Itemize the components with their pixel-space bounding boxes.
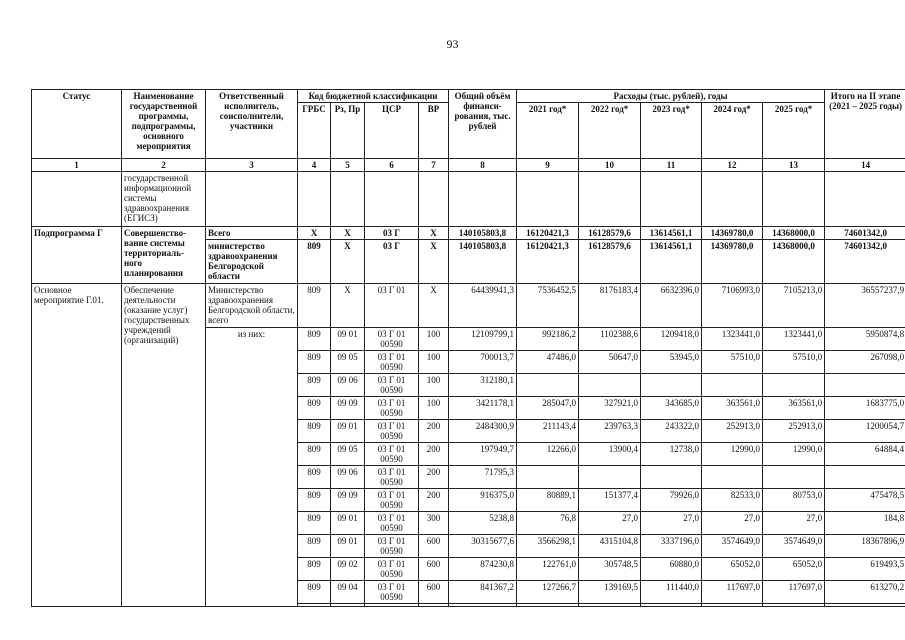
empty-cell — [32, 172, 122, 227]
y2024-cell: 65052,0 — [702, 558, 763, 581]
y2021-cell: 47486,0 — [517, 351, 579, 374]
y2021-cell: 7536452,5 — [517, 284, 579, 328]
vr-cell: 100 — [419, 351, 449, 374]
y2024-cell: 252913,0 — [702, 420, 763, 443]
y2025-cell: 14368000,0 — [763, 227, 825, 240]
vr-cell: 600 — [419, 558, 449, 581]
total-cell: 197949,7 — [449, 443, 517, 466]
itogo-cell: 36557237,9 — [825, 284, 905, 328]
y2024-cell: 82533,0 — [702, 489, 763, 512]
empty-cell — [206, 172, 298, 227]
rzpr-cell: 09 04 — [331, 581, 365, 604]
empty-cell — [702, 172, 763, 227]
csr-cell: 03 Г 01 00590 — [365, 466, 419, 489]
y2022-cell: 1102388,6 — [579, 328, 641, 351]
executor-cell: министерство здравоохранения Белгородской области — [206, 240, 298, 284]
y2025-cell: 363561,0 — [763, 397, 825, 420]
vr-cell: 300 — [419, 512, 449, 535]
y2024-cell — [702, 466, 763, 489]
y2024-cell: 117697,0 — [702, 581, 763, 604]
y2022-cell — [579, 374, 641, 397]
rzpr-cell: Х — [331, 240, 365, 284]
itogo-cell: 475478,5 — [825, 489, 905, 512]
header-y2021: 2021 год* — [517, 103, 579, 159]
y2024-cell — [702, 374, 763, 397]
y2021-cell — [517, 466, 579, 489]
page-number: 93 — [446, 37, 459, 51]
itogo-cell — [825, 466, 905, 489]
grbs-cell: Х — [298, 227, 331, 240]
y2022-cell: 151377,4 — [579, 489, 641, 512]
header-vr: ВР — [419, 103, 449, 159]
y2024-cell: 27,0 — [702, 512, 763, 535]
header-y2023: 2023 год* — [641, 103, 702, 159]
empty-cell — [419, 172, 449, 227]
y2024-cell: 57510,0 — [702, 351, 763, 374]
empty-cell — [449, 604, 517, 607]
main-event-executor: Министерство здравоохранения Белгородской области, всего — [206, 284, 298, 328]
column-number: 3 — [206, 159, 298, 172]
y2024-cell: 1323441,0 — [702, 328, 763, 351]
vr-cell: 200 — [419, 466, 449, 489]
rzpr-cell: 09 05 — [331, 351, 365, 374]
header-rzpr: Рз, Пр — [331, 103, 365, 159]
total-cell: 12109799,1 — [449, 328, 517, 351]
itogo-cell: 619493,5 — [825, 558, 905, 581]
y2022-cell: 27,0 — [579, 512, 641, 535]
y2025-cell: 80753,0 — [763, 489, 825, 512]
grbs-cell: 809 — [298, 489, 331, 512]
rzpr-cell: Х — [331, 284, 365, 328]
executor-sub-label: из них: — [206, 328, 298, 607]
y2025-cell: 14368000,0 — [763, 240, 825, 284]
column-number: 9 — [517, 159, 579, 172]
total-cell: 312180,1 — [449, 374, 517, 397]
y2023-cell: 13614561,1 — [641, 227, 702, 240]
y2025-cell: 1323441,0 — [763, 328, 825, 351]
empty-cell — [825, 172, 905, 227]
itogo-cell: 184,8 — [825, 512, 905, 535]
column-number: 14 — [825, 159, 905, 172]
empty-cell — [419, 604, 449, 607]
column-number: 10 — [579, 159, 641, 172]
csr-cell: 03 Г 01 00590 — [365, 397, 419, 420]
header-expenses: Расходы (тыс. рублей), годы — [517, 90, 825, 103]
rzpr-cell: 09 06 — [331, 374, 365, 397]
total-cell: 841367,2 — [449, 581, 517, 604]
vr-cell: Х — [419, 284, 449, 328]
y2025-cell — [763, 466, 825, 489]
grbs-cell: 809 — [298, 466, 331, 489]
grbs-cell: 809 — [298, 351, 331, 374]
continuation-name: государственной информационной системы здравоохранения (ЕГИСЗ) — [122, 172, 206, 227]
y2022-cell: 305748,5 — [579, 558, 641, 581]
header-name: Наименование государственной программы, подпрограммы, основного мероприятия — [122, 90, 206, 159]
empty-cell — [825, 604, 905, 607]
rzpr-cell: 09 06 — [331, 466, 365, 489]
empty-cell — [331, 172, 365, 227]
vr-cell: 100 — [419, 328, 449, 351]
itogo-cell: 267098,0 — [825, 351, 905, 374]
y2024-cell: 12990,0 — [702, 443, 763, 466]
total-cell: 140105803,8 — [449, 240, 517, 284]
rzpr-cell: Х — [331, 227, 365, 240]
vr-cell: 100 — [419, 397, 449, 420]
rzpr-cell: 09 09 — [331, 397, 365, 420]
header-y2024: 2024 год* — [702, 103, 763, 159]
column-number: 11 — [641, 159, 702, 172]
total-cell: 64439941,3 — [449, 284, 517, 328]
rzpr-cell: 09 09 — [331, 489, 365, 512]
y2023-cell: 6632396,0 — [641, 284, 702, 328]
header-status: Статус — [32, 90, 122, 159]
y2025-cell: 7105213,0 — [763, 284, 825, 328]
column-numbers-row — [32, 159, 905, 172]
y2023-cell: 1209418,0 — [641, 328, 702, 351]
y2024-cell: 7106993,0 — [702, 284, 763, 328]
csr-cell: 03 Г — [365, 240, 419, 284]
grbs-cell: 809 — [298, 397, 331, 420]
grbs-cell: 809 — [298, 284, 331, 328]
column-number: 12 — [702, 159, 763, 172]
rzpr-cell: 09 01 — [331, 535, 365, 558]
csr-cell: 03 Г 01 00590 — [365, 535, 419, 558]
empty-cell — [579, 604, 641, 607]
vr-cell: 200 — [419, 489, 449, 512]
y2022-cell: 50647,0 — [579, 351, 641, 374]
header-total-volume: Общий объём финанси- рования, тыс. рублей — [449, 90, 517, 159]
empty-cell — [763, 604, 825, 607]
rzpr-cell: 09 02 — [331, 558, 365, 581]
column-number: 7 — [419, 159, 449, 172]
y2022-cell: 16128579,6 — [579, 240, 641, 284]
total-cell: 5238,8 — [449, 512, 517, 535]
y2021-cell: 122761,0 — [517, 558, 579, 581]
grbs-cell: 809 — [298, 240, 331, 284]
total-cell: 874230,8 — [449, 558, 517, 581]
budget-table — [31, 89, 905, 607]
rzpr-cell: 09 01 — [331, 512, 365, 535]
csr-cell: 03 Г 01 00590 — [365, 581, 419, 604]
y2023-cell — [641, 466, 702, 489]
y2025-cell: 117697,0 — [763, 581, 825, 604]
y2021-cell: 16120421,3 — [517, 240, 579, 284]
empty-cell — [449, 172, 517, 227]
csr-cell: 03 Г 01 00590 — [365, 443, 419, 466]
subprogram-status: Подпрограмма Г — [32, 227, 122, 284]
empty-cell — [331, 604, 365, 607]
total-cell: 700013,7 — [449, 351, 517, 374]
y2021-cell: 80889,1 — [517, 489, 579, 512]
y2022-cell: 327921,0 — [579, 397, 641, 420]
y2023-cell: 60880,0 — [641, 558, 702, 581]
total-cell: 140105803,8 — [449, 227, 517, 240]
itogo-cell: 1200054,7 — [825, 420, 905, 443]
empty-cell — [641, 172, 702, 227]
y2021-cell: 76,8 — [517, 512, 579, 535]
grbs-cell: 809 — [298, 558, 331, 581]
y2023-cell: 53945,0 — [641, 351, 702, 374]
y2024-cell: 14369780,0 — [702, 227, 763, 240]
column-number: 4 — [298, 159, 331, 172]
y2021-cell — [517, 374, 579, 397]
subprogram-row — [32, 227, 905, 240]
vr-cell: 200 — [419, 420, 449, 443]
vr-cell: 600 — [419, 535, 449, 558]
csr-cell: 03 Г — [365, 227, 419, 240]
csr-cell: 03 Г 01 00590 — [365, 489, 419, 512]
empty-cell — [517, 604, 579, 607]
rzpr-cell: 09 01 — [331, 420, 365, 443]
empty-cell — [579, 172, 641, 227]
y2023-cell: 79926,0 — [641, 489, 702, 512]
vr-cell: 200 — [419, 443, 449, 466]
y2022-cell: 239763,3 — [579, 420, 641, 443]
csr-cell: 03 Г 01 00590 — [365, 328, 419, 351]
column-number: 8 — [449, 159, 517, 172]
y2022-cell: 4315104,8 — [579, 535, 641, 558]
total-cell: 30315677,6 — [449, 535, 517, 558]
y2022-cell: 8176183,4 — [579, 284, 641, 328]
empty-cell — [702, 604, 763, 607]
csr-cell: 03 Г 01 00590 — [365, 420, 419, 443]
total-cell: 916375,0 — [449, 489, 517, 512]
grbs-cell: 809 — [298, 420, 331, 443]
grbs-cell: 809 — [298, 535, 331, 558]
y2023-cell: 243322,0 — [641, 420, 702, 443]
header-grbs: ГРБС — [298, 103, 331, 159]
vr-cell: 100 — [419, 374, 449, 397]
column-number: 2 — [122, 159, 206, 172]
y2021-cell: 127266,7 — [517, 581, 579, 604]
y2025-cell: 57510,0 — [763, 351, 825, 374]
y2024-cell: 363561,0 — [702, 397, 763, 420]
y2023-cell: 111440,0 — [641, 581, 702, 604]
y2022-cell: 139169,5 — [579, 581, 641, 604]
y2021-cell: 12266,0 — [517, 443, 579, 466]
grbs-cell: 809 — [298, 328, 331, 351]
empty-cell — [365, 172, 419, 227]
grbs-cell: 809 — [298, 512, 331, 535]
y2021-cell: 285047,0 — [517, 397, 579, 420]
header-itogo: Итого на II этапе (2021 – 2025 годы) — [825, 90, 905, 159]
header-executor: Ответственный исполнитель, соисполнители, участники — [206, 90, 298, 159]
itogo-cell: 18367896,9 — [825, 535, 905, 558]
itogo-cell: 1683775,0 — [825, 397, 905, 420]
total-cell: 71795,3 — [449, 466, 517, 489]
y2021-cell: 211143,4 — [517, 420, 579, 443]
y2023-cell: 343685,0 — [641, 397, 702, 420]
y2021-cell: 3566298,1 — [517, 535, 579, 558]
column-number: 1 — [32, 159, 122, 172]
empty-cell — [517, 172, 579, 227]
main-event-status: Основное мероприятие Г.01. — [32, 284, 122, 607]
y2022-cell — [579, 466, 641, 489]
column-number: 13 — [763, 159, 825, 172]
total-cell: 3421178,1 — [449, 397, 517, 420]
y2025-cell: 65052,0 — [763, 558, 825, 581]
rzpr-cell: 09 05 — [331, 443, 365, 466]
header-y2022: 2022 год* — [579, 103, 641, 159]
y2025-cell: 27,0 — [763, 512, 825, 535]
y2025-cell — [763, 374, 825, 397]
itogo-cell: 613270,2 — [825, 581, 905, 604]
csr-cell: 03 Г 01 00590 — [365, 512, 419, 535]
y2025-cell: 12990,0 — [763, 443, 825, 466]
table-body — [32, 90, 905, 607]
empty-cell — [641, 604, 702, 607]
y2024-cell: 3574649,0 — [702, 535, 763, 558]
grbs-cell: 809 — [298, 581, 331, 604]
itogo-cell: 5950874,8 — [825, 328, 905, 351]
subprogram-name: Совершенство- вание системы территориаль- ного планирования — [122, 227, 206, 284]
itogo-cell: 64884,4 — [825, 443, 905, 466]
vr-cell: Х — [419, 227, 449, 240]
y2022-cell: 13900,4 — [579, 443, 641, 466]
csr-cell: 03 Г 01 00590 — [365, 558, 419, 581]
vr-cell: 600 — [419, 581, 449, 604]
itogo-cell: 74601342,0 — [825, 227, 905, 240]
csr-cell: 03 Г 01 00590 — [365, 351, 419, 374]
empty-cell — [298, 172, 331, 227]
empty-cell — [763, 172, 825, 227]
column-number: 5 — [331, 159, 365, 172]
y2023-cell: 13614561,1 — [641, 240, 702, 284]
grbs-cell: 809 — [298, 374, 331, 397]
y2024-cell: 14369780,0 — [702, 240, 763, 284]
y2022-cell: 16128579,6 — [579, 227, 641, 240]
grbs-cell: 809 — [298, 443, 331, 466]
header-y2025: 2025 год* — [763, 103, 825, 159]
header-csr: ЦСР — [365, 103, 419, 159]
itogo-cell — [825, 374, 905, 397]
main-event-name: Обеспечение деятельности (оказание услуг) государственных учреждений (организаций) — [122, 284, 206, 607]
y2021-cell: 16120421,3 — [517, 227, 579, 240]
continuation-row — [32, 172, 905, 227]
y2023-cell: 3337196,0 — [641, 535, 702, 558]
column-number: 6 — [365, 159, 419, 172]
itogo-cell: 74601342,0 — [825, 240, 905, 284]
rzpr-cell: 09 01 — [331, 328, 365, 351]
empty-cell — [298, 604, 331, 607]
vr-cell: Х — [419, 240, 449, 284]
executor-cell: Всего — [206, 227, 298, 240]
y2023-cell — [641, 374, 702, 397]
y2023-cell: 12738,0 — [641, 443, 702, 466]
empty-cell — [365, 604, 419, 607]
csr-cell: 03 Г 01 — [365, 284, 419, 328]
y2021-cell: 992186,2 — [517, 328, 579, 351]
total-cell: 2484300,9 — [449, 420, 517, 443]
csr-cell: 03 Г 01 00590 — [365, 374, 419, 397]
y2025-cell: 3574649,0 — [763, 535, 825, 558]
main-event-row — [32, 284, 905, 328]
y2025-cell: 252913,0 — [763, 420, 825, 443]
header-budget-code: Код бюджетной классификации — [298, 90, 449, 103]
y2023-cell: 27,0 — [641, 512, 702, 535]
